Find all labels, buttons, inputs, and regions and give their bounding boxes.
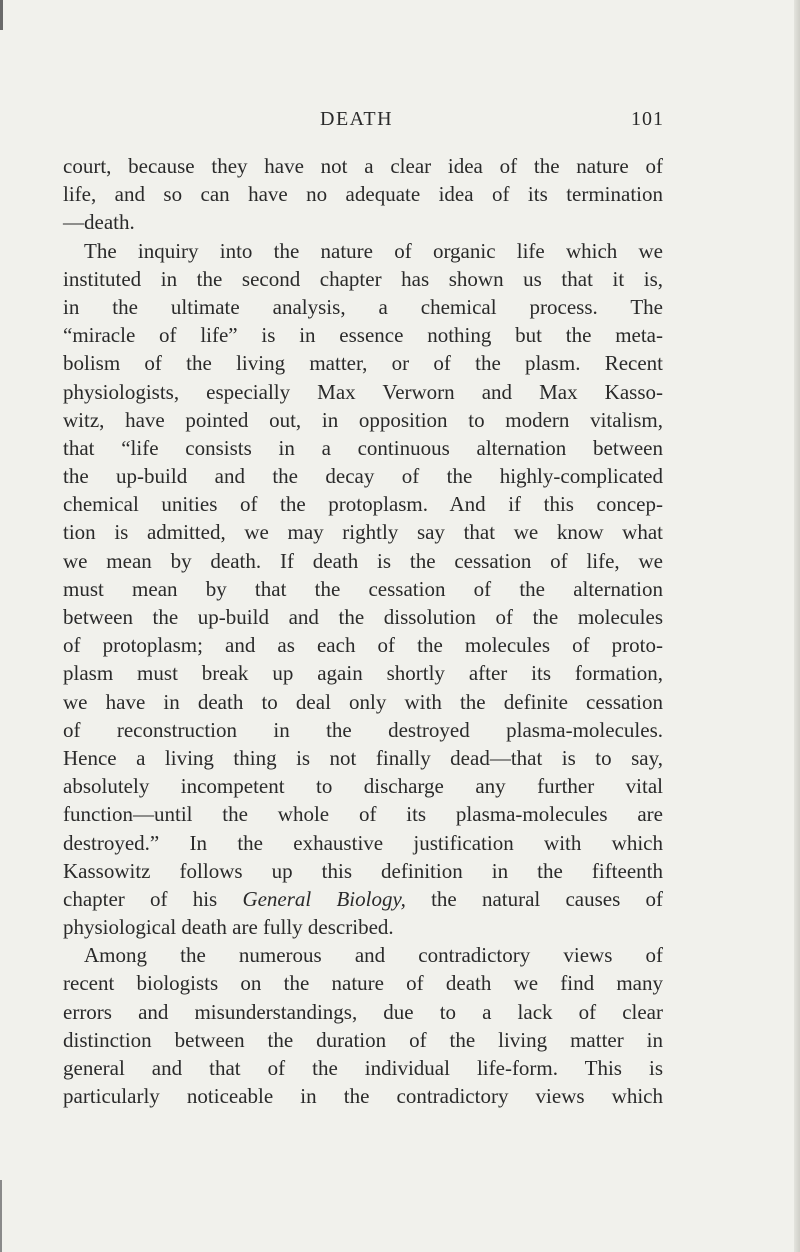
running-title: DEATH (320, 108, 394, 130)
text-line: plasm must break up again shortly after its formation, (63, 661, 663, 686)
text-line: distinction between the duration of the living matter in (63, 1027, 663, 1052)
text-line: absolutely incompetent to discharge any further vital (63, 774, 663, 799)
text-line: of protoplasm; and as each of the molecules of proto- (63, 633, 663, 658)
text-line: particularly noticeable in the contradictory views which (63, 1084, 663, 1109)
text-segment: the natural causes of (431, 886, 663, 911)
text-line: bolism of the living matter, or of the plasm. Recent (63, 351, 663, 376)
text-line: that “life consists in a continuous alternation between (63, 435, 663, 460)
text-line: between the up-build and the dissolution of the molecules (63, 605, 663, 629)
text-line: destroyed.” In the exhaustive justification with which (63, 830, 663, 855)
text-line: physiological death are fully described. (63, 915, 394, 940)
text-line-with-title (63, 885, 663, 913)
text-line: the up-build and the decay of the highly-complicated (63, 464, 663, 489)
text-line: general and that of the individual life-form. This is (63, 1056, 663, 1080)
text-line: Kassowitz follows up this definition in the fifteenth (63, 858, 663, 883)
body-text (63, 152, 663, 1110)
text-line: recent biologists on the nature of death we find many (63, 971, 663, 996)
text-line: errors and misunderstandings, due to a lack of clear (63, 999, 663, 1024)
page-number: 101 (631, 108, 664, 130)
text-line: Hence a living thing is not finally dead—that is to say, (63, 745, 663, 770)
text-line: The inquiry into the nature of organic life which we (84, 238, 663, 263)
text-line: we mean by death. If death is the cessation of life, we (63, 548, 663, 573)
book-title: General Biology, (242, 886, 406, 911)
text-line: —death. (63, 210, 135, 235)
text-line: Among the numerous and contradictory views of (84, 943, 663, 968)
text-line: instituted in the second chapter has shown us that it is, (63, 266, 663, 291)
running-head (0, 108, 800, 138)
scan-edge-shadow (0, 0, 3, 30)
text-line: “miracle of life” is in essence nothing but the meta- (63, 323, 663, 348)
text-line: life, and so can have no adequate idea of its termination (63, 182, 663, 207)
text-line: witz, have pointed out, in opposition to modern vitalism, (63, 407, 663, 432)
text-line: function—until the whole of its plasma-molecules are (63, 802, 663, 827)
text-line: physiologists, especially Max Verworn and Max Kasso- (63, 379, 663, 404)
text-line: of reconstruction in the destroyed plasma-molecules. (63, 717, 663, 742)
text-line: in the ultimate analysis, a chemical process. The (63, 294, 663, 319)
text-line: court, because they have not a clear idea of the nature of (63, 154, 663, 178)
scan-edge-right (794, 0, 800, 1252)
text-segment: chapter of his (63, 886, 218, 911)
text-line: we have in death to deal only with the definite cessation (63, 689, 663, 714)
text-line: must mean by that the cessation of the alternation (63, 576, 663, 601)
text-line: chemical unities of the protoplasm. And if this concep- (63, 492, 663, 517)
text-line: tion is admitted, we may rightly say that we know what (63, 520, 663, 545)
scan-edge-shadow-bottom (0, 1180, 2, 1252)
